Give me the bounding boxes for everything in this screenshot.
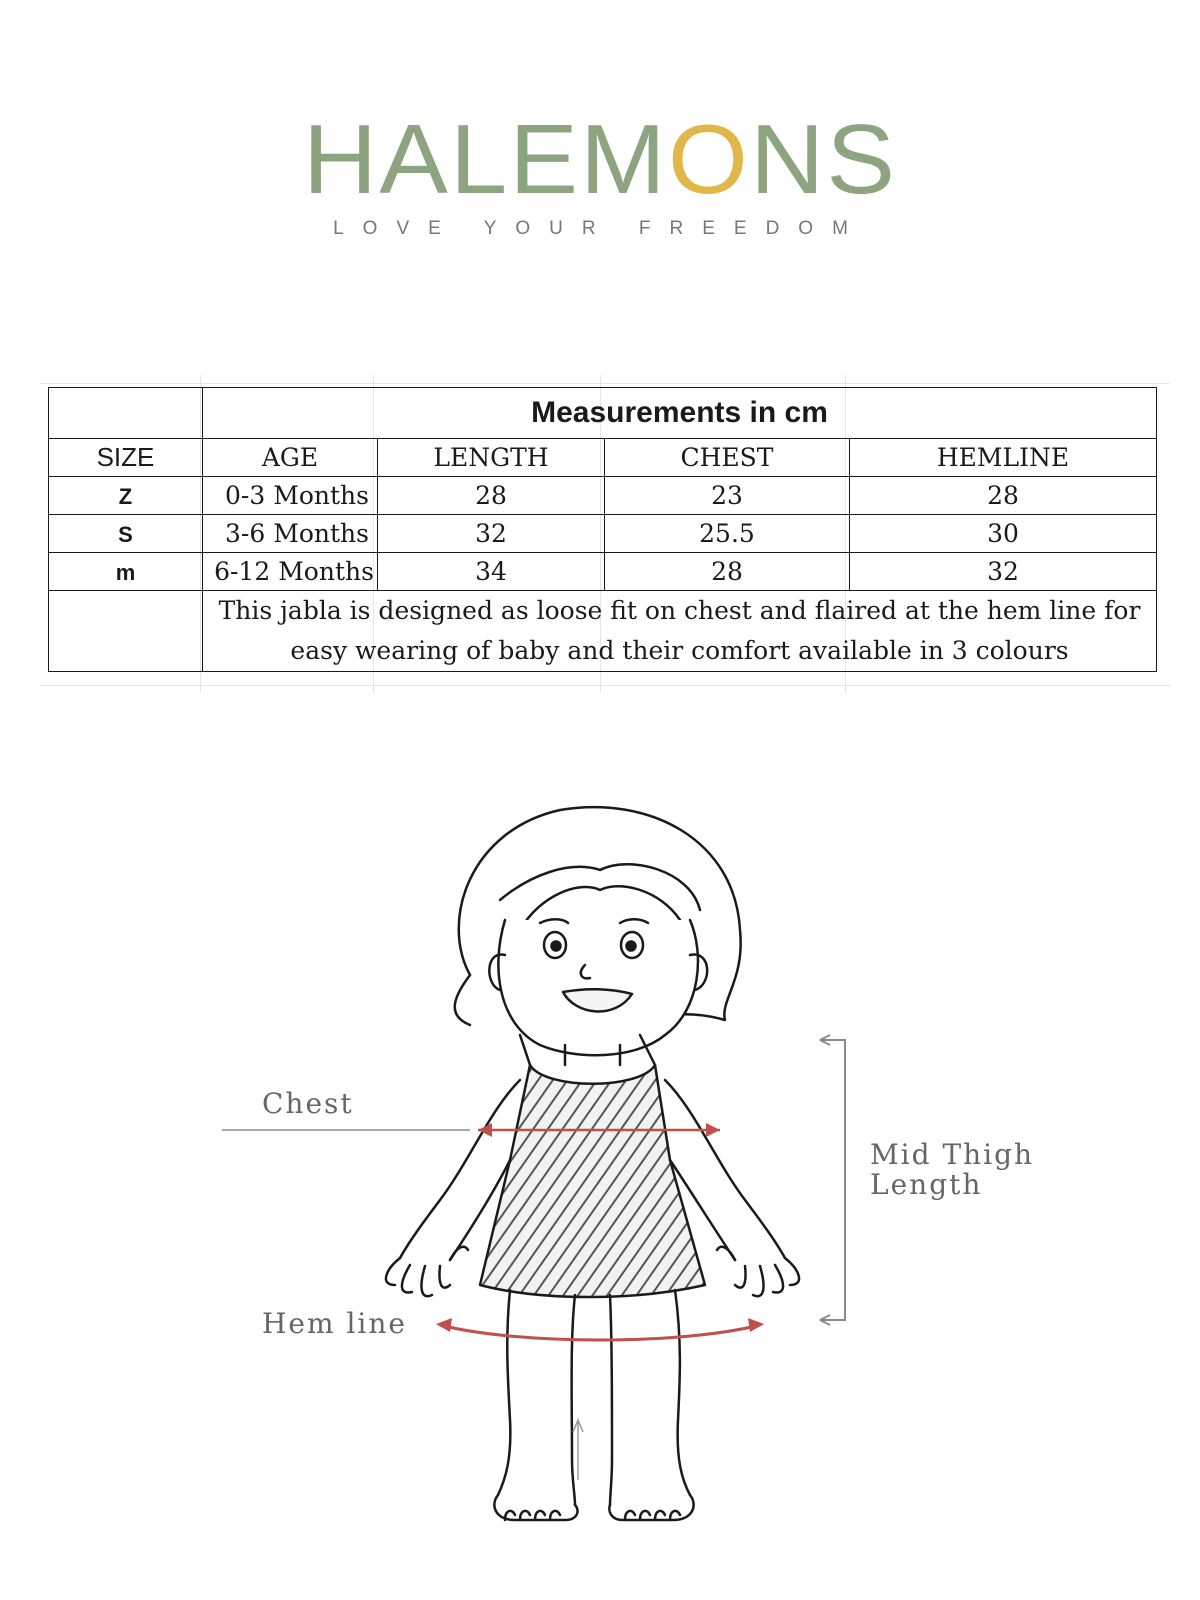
chest-cell: 23 [605, 477, 850, 515]
brand-logo [0, 104, 1200, 214]
header-length: LENGTH [378, 439, 605, 477]
left-leg [498, 1290, 575, 1505]
age-cell: 3-6 Months [203, 515, 378, 553]
grid-line [40, 685, 1170, 686]
empty-cell [49, 388, 203, 439]
measurement-diagram [0, 780, 1200, 1580]
brand-ring-letter: O [667, 104, 751, 214]
length-bracket [820, 1040, 845, 1320]
header-age: AGE [203, 439, 378, 477]
hemline-cell: 30 [850, 515, 1157, 553]
empty-cell [49, 591, 203, 672]
chest-cell: 28 [605, 553, 850, 591]
hem-arrow [440, 1325, 760, 1340]
length-label-line1: Mid Thigh [870, 1138, 1035, 1171]
table-title: Measurements in cm [203, 388, 1157, 439]
table-title-row [49, 388, 1157, 439]
table-row [49, 477, 1157, 515]
header-hemline: HEMLINE [850, 439, 1157, 477]
table-header-row [49, 439, 1157, 477]
size-cell: S [49, 515, 203, 553]
length-cell: 34 [378, 553, 605, 591]
length-cell: 32 [378, 515, 605, 553]
header-chest: CHEST [605, 439, 850, 477]
grid-line [40, 383, 1170, 384]
foot-gap-arrow [573, 1420, 583, 1480]
hem-arrowheads [436, 1318, 764, 1332]
size-chart-table [48, 387, 1157, 672]
table-row [49, 515, 1157, 553]
brand-wordmark: HALEMONS [302, 104, 898, 214]
hair-side-left [455, 975, 470, 1025]
right-foot [609, 1495, 693, 1520]
hem-label: Hem line [262, 1307, 407, 1340]
dress [480, 1065, 705, 1297]
header-size: SIZE [49, 439, 203, 477]
size-cell: m [49, 553, 203, 591]
right-hand [717, 1247, 799, 1297]
age-cell: 6-12 Months [203, 553, 378, 591]
length-cell: 28 [378, 477, 605, 515]
table-row [49, 553, 1157, 591]
table-note-row [49, 591, 1157, 672]
age-cell: 0-3 Months [203, 477, 378, 515]
brand-tagline: LOVE YOUR FREEDOM [333, 218, 867, 239]
length-label [870, 1140, 1034, 1200]
left-hand [386, 1247, 468, 1297]
size-cell: Z [49, 477, 203, 515]
table-note: This jabla is designed as loose fit on chest and flaired at the hem line for easy wearing of baby and their comfort available in 3 colours [203, 591, 1157, 672]
hemline-cell: 32 [850, 553, 1157, 591]
face-outline [498, 920, 698, 1055]
length-label-line2: Length [870, 1168, 983, 1201]
hemline-cell: 28 [850, 477, 1157, 515]
chest-cell: 25.5 [605, 515, 850, 553]
right-leg [610, 1290, 690, 1505]
chest-label: Chest [262, 1087, 354, 1120]
